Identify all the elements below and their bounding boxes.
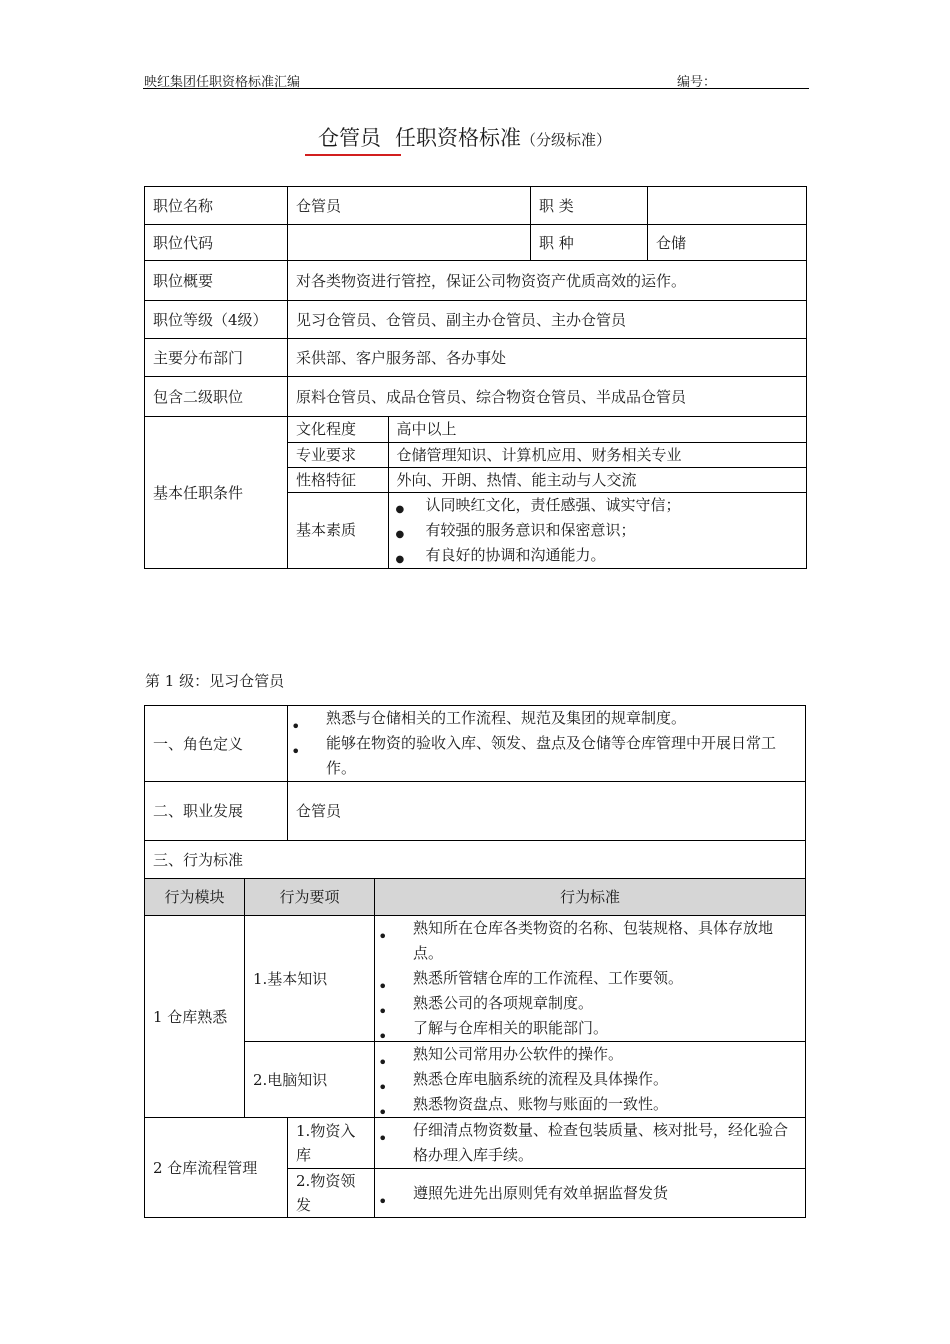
list-item: • 熟悉物资盘点、账物与账面的一致性。 <box>375 1092 805 1117</box>
title-red-underline <box>305 154 401 156</box>
page-title <box>318 122 611 152</box>
quality-cell <box>388 492 806 568</box>
table-row <box>145 841 806 879</box>
summary-value: 对各类物资进行管控，保证公司物资资产优质高效的运作。 <box>288 261 807 301</box>
table-row <box>145 706 806 782</box>
career-value: 仓管员 <box>288 782 806 841</box>
departments-label: 主要分布部门 <box>145 339 288 377</box>
header-divider <box>143 88 809 89</box>
module-2-item-1: 1.物资入库 <box>288 1118 375 1169</box>
table-row <box>145 301 807 339</box>
list-item: • 熟知公司常用办公软件的操作。 <box>375 1042 805 1067</box>
category-value <box>648 187 807 225</box>
list-item: ● 有较强的服务意识和保密意识； <box>389 518 807 543</box>
standards-list <box>375 1118 805 1168</box>
header-number-label: 编号： <box>677 75 717 90</box>
job-type-label: 职 种 <box>531 225 648 261</box>
table-row <box>145 1042 806 1118</box>
grades-label: 职位等级（4级） <box>145 301 288 339</box>
title-subtitle: （分级标准） <box>521 131 612 149</box>
position-code-label: 职位代码 <box>145 225 288 261</box>
job-type-value: 仓储 <box>648 225 807 261</box>
table-row <box>145 261 807 301</box>
personality-label: 性格特征 <box>288 467 388 492</box>
quality-list <box>389 493 807 568</box>
standards-list <box>375 916 805 1041</box>
title-position: 仓管员 <box>318 126 381 150</box>
table-row <box>145 879 806 916</box>
departments-value: 采供部、客户服务部、各办事处 <box>288 339 807 377</box>
behavior-label: 三、行为标准 <box>145 841 806 879</box>
list-item: • 遵照先进先出原则凭有效单据监督发货 <box>375 1181 805 1206</box>
list-item: • 熟悉仓库电脑系统的流程及具体操作。 <box>375 1067 805 1092</box>
standards-list <box>375 1181 805 1206</box>
col-module-header: 行为模块 <box>145 879 245 916</box>
position-name-value: 仓管员 <box>288 187 531 225</box>
grades-value: 见习仓管员、仓管员、副主办仓管员、主办仓管员 <box>288 301 807 339</box>
level1-heading: 第 1 级：见习仓管员 <box>145 672 285 690</box>
role-label: 一、角色定义 <box>145 706 288 782</box>
career-label: 二、职业发展 <box>145 782 288 841</box>
list-item: ● 认同映红文化，责任感强、诚实守信； <box>389 493 807 518</box>
table-row <box>145 225 807 261</box>
list-item: • 能够在物资的验收入库、领发、盘点及仓储等仓库管理中开展日常工作。 <box>288 731 799 781</box>
module-1-item-1: 1.基本知识 <box>245 916 375 1042</box>
list-item: • 了解与仓库相关的职能部门。 <box>375 1016 799 1041</box>
personality-value: 外向、开朗、热情、能主动与人交流 <box>388 467 806 492</box>
education-label: 文化程度 <box>288 417 388 442</box>
col-standard-header: 行为标准 <box>375 879 806 916</box>
basic-conditions-label: 基本任职条件 <box>145 417 288 569</box>
major-value: 仓储管理知识、计算机应用、财务相关专业 <box>388 442 806 467</box>
module-1-item-2-standards <box>375 1042 806 1118</box>
list-item: • 熟悉所管辖仓库的工作流程、工作要领。 <box>375 966 799 991</box>
table-row <box>145 377 807 417</box>
level1-table <box>144 705 806 1218</box>
role-list <box>288 706 805 781</box>
header-left-title: 映红集团任职资格标准汇编 <box>144 75 301 90</box>
position-overview-table <box>144 186 807 569</box>
table-row <box>145 782 806 841</box>
position-code-value <box>288 225 531 261</box>
table-row <box>145 339 807 377</box>
position-name-label: 职位名称 <box>145 187 288 225</box>
quality-label: 基本素质 <box>288 492 388 568</box>
table-row <box>145 417 807 569</box>
basic-conditions-table <box>288 417 806 568</box>
sub-positions-value: 原料仓管员、成品仓管员、综合物资仓管员、半成品仓管员 <box>288 377 807 417</box>
summary-label: 职位概要 <box>145 261 288 301</box>
list-item: • 熟悉与仓储相关的工作流程、规范及集团的规章制度。 <box>288 706 799 731</box>
module-1-name: 1 仓库熟悉 <box>145 916 245 1118</box>
list-item: • 仔细清点物资数量、检查包装质量、核对批号，经化验合格办理入库手续。 <box>375 1118 799 1168</box>
table-row <box>145 1118 806 1169</box>
basic-conditions-cell <box>288 417 807 569</box>
major-label: 专业要求 <box>288 442 388 467</box>
sub-positions-label: 包含二级职位 <box>145 377 288 417</box>
education-value: 高中以上 <box>388 417 806 442</box>
standards-list <box>375 1042 805 1117</box>
module-1-item-1-standards <box>375 916 806 1042</box>
title-standard: 任职资格标准 <box>395 126 521 150</box>
role-cell <box>288 706 806 782</box>
module-2-item-2-standards <box>375 1169 806 1218</box>
table-row <box>145 916 806 1042</box>
table-row <box>145 187 807 225</box>
list-item: • 熟悉公司的各项规章制度。 <box>375 991 799 1016</box>
module-2-item-2: 2.物资领发 <box>288 1169 375 1218</box>
col-item-header: 行为要项 <box>245 879 375 916</box>
list-item: ● 有良好的协调和沟通能力。 <box>389 543 807 568</box>
module-1-item-2: 2.电脑知识 <box>245 1042 375 1118</box>
module-2-item-1-standards <box>375 1118 806 1169</box>
list-item: • 熟知所在仓库各类物资的名称、包装规格、具体存放地点。 <box>375 916 799 966</box>
module-2-name: 2 仓库流程管理 <box>145 1118 288 1218</box>
category-label: 职 类 <box>531 187 648 225</box>
